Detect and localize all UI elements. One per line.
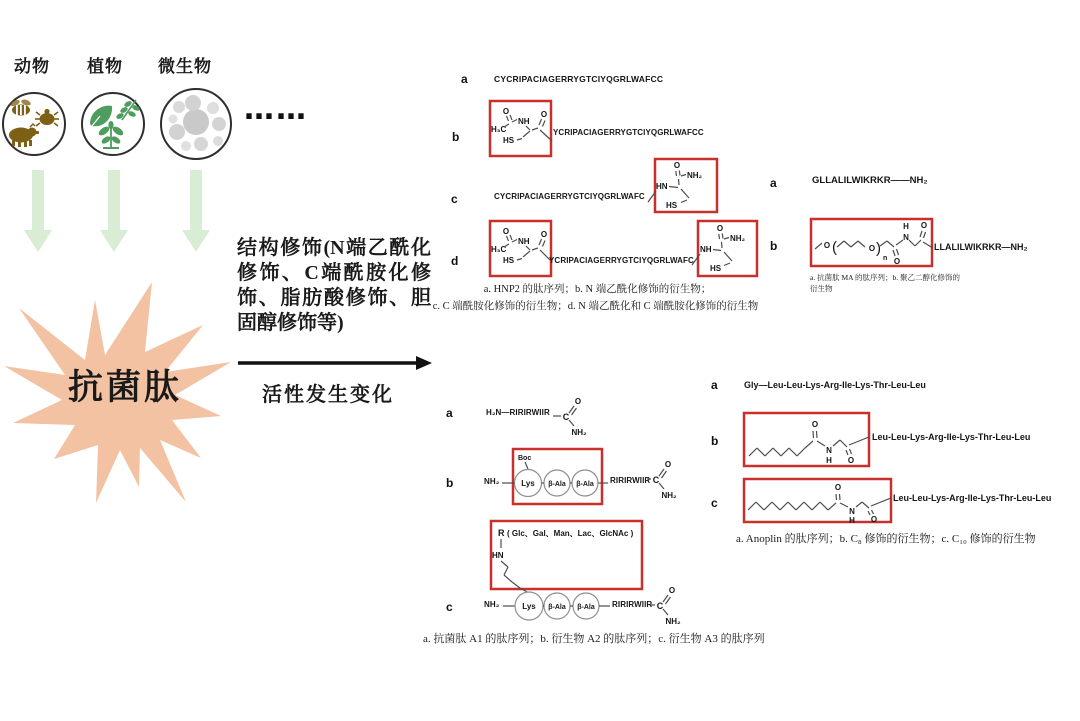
anoplin-caption: a. Anoplin 的肽序列；b. C₈ 修饰的衍生物；c. C₁₀ 修饰的衍生物 xyxy=(736,533,1036,545)
svg-text:( Glc、Gal、Man、Lac、GlcNAc ): ( Glc、Gal、Man、Lac、GlcNAc ) xyxy=(507,529,634,538)
c-amide-terminus-c xyxy=(647,580,683,626)
svg-text:HN: HN xyxy=(656,182,668,191)
lys-bala-chain-c xyxy=(500,590,615,624)
svg-text:Lys: Lys xyxy=(522,602,536,611)
svg-text:O: O xyxy=(893,257,901,266)
svg-text:β-Ala: β-Ala xyxy=(548,481,566,488)
a1-seq-b: RIRIRWIIR xyxy=(610,476,651,485)
svg-text:R: R xyxy=(498,528,505,538)
ma-row-a-label: a xyxy=(770,176,777,190)
microbe-circle xyxy=(160,88,232,160)
hnp2-row-d-label: d xyxy=(451,254,459,268)
svg-text:O: O xyxy=(868,244,876,253)
hnp2-seq-b: YCRIPACIAGERRYGTCIYQGRLWAFCC xyxy=(553,128,704,137)
svg-text:O: O xyxy=(823,241,831,250)
n-acetyl-structure-b xyxy=(489,100,552,157)
beetle-icon xyxy=(35,109,59,126)
svg-text:NH₂: NH₂ xyxy=(687,171,703,180)
anoplin-seq-b: Leu-Leu-Lys-Arg-Ile-Lys-Thr-Leu-Leu xyxy=(872,432,1031,442)
hnp2-row-a-label: a xyxy=(461,72,468,86)
activity-text: 活性发生变化 xyxy=(262,384,394,406)
right-arrow-icon xyxy=(238,354,432,372)
svg-text:NH₂: NH₂ xyxy=(665,617,681,626)
svg-text:Lys: Lys xyxy=(521,479,535,488)
ma-seq-a: GLLALILWIKRKR——NH₂ xyxy=(812,175,928,186)
source-label-plant: 植物 xyxy=(87,57,123,76)
hnp2-seq-a: CYCRIPACIAGERRYGTCIYQGRLWAFCC xyxy=(494,74,664,84)
hnp2-seq-c: CYCRIPACIAGERRYGTCIYQGRLWAFC xyxy=(494,192,645,201)
svg-text:O: O xyxy=(811,420,819,429)
svg-text:N: N xyxy=(849,507,855,516)
svg-text:HS: HS xyxy=(710,264,722,273)
animal-icons xyxy=(6,99,62,149)
svg-text:O: O xyxy=(574,397,582,406)
c-amide-structure-c xyxy=(654,158,718,213)
svg-text:NH: NH xyxy=(700,245,712,254)
svg-text:H₃C: H₃C xyxy=(491,125,507,134)
c-amide-terminus-a xyxy=(553,391,589,437)
svg-text:C: C xyxy=(562,412,570,422)
ellipsis-dots: …… xyxy=(244,92,308,127)
svg-text:N: N xyxy=(826,446,832,455)
hnp2-caption-line2: c. C 端酰胺化修饰的衍生物；d. N 端乙酰化和 C 端酰胺化修饰的衍生物 xyxy=(432,301,759,312)
svg-text:HS: HS xyxy=(666,201,678,210)
source-label-microbe: 微生物 xyxy=(158,57,212,76)
sprout-icon xyxy=(97,121,125,148)
c-amide-structure-d xyxy=(697,220,758,277)
c10-fatty-acid-structure xyxy=(743,478,892,523)
branch-icon xyxy=(115,100,140,120)
hnp2-seq-d: YCRIPACIAGERRYGTCIYQGRLWAFC xyxy=(549,256,694,265)
bee-icon xyxy=(9,98,31,115)
svg-text:H: H xyxy=(849,516,855,525)
hnp2-row-b-label: b xyxy=(452,130,460,144)
svg-text:O: O xyxy=(664,460,672,469)
anoplin-row-b-label: b xyxy=(711,434,719,448)
svg-text:NH₂: NH₂ xyxy=(571,428,587,437)
svg-text:HN: HN xyxy=(492,551,504,560)
anoplin-seq-c: Leu-Leu-Lys-Arg-Ile-Lys-Thr-Leu-Leu xyxy=(893,493,1052,503)
down-arrow-icon xyxy=(182,170,210,252)
svg-text:NH: NH xyxy=(518,117,530,126)
svg-text:N: N xyxy=(903,233,909,242)
svg-text:H: H xyxy=(826,456,832,465)
svg-text:O: O xyxy=(870,515,878,524)
hnp2-caption-line1: a. HNP2 的肽序列；b. N 端乙酰化修饰的衍生物； xyxy=(483,284,712,295)
a1-seq-c: RIRIRWIIR xyxy=(612,600,653,609)
svg-text:O: O xyxy=(668,586,676,595)
a1-row-a-label: a xyxy=(446,406,453,420)
a1-c-nh2: NH₂ xyxy=(484,600,500,609)
svg-text:C: C xyxy=(652,475,660,485)
modification-text: 结构修饰(N端乙酰化修饰、C端酰胺化修饰、脂肪酸修饰、胆固醇修饰等) xyxy=(237,237,431,334)
a1-row-b-label: b xyxy=(446,476,454,490)
svg-text:H₃C: H₃C xyxy=(491,245,507,254)
microbe-icons xyxy=(164,92,228,156)
pig-icon xyxy=(9,124,39,147)
svg-text:O: O xyxy=(540,230,548,239)
ma-row-b-label: b xyxy=(770,239,778,253)
plant-circle xyxy=(81,92,145,156)
c-amide-terminus-b xyxy=(643,454,679,500)
a1-b-nh2: NH₂ xyxy=(484,477,500,486)
svg-text:O: O xyxy=(847,456,855,465)
c8-fatty-acid-structure xyxy=(743,412,870,467)
svg-text:β-Ala: β-Ala xyxy=(576,481,594,488)
a1-seq-a: H₂N—RIRIRWIIR xyxy=(486,408,550,417)
hnp2-row-c-label: c xyxy=(451,192,458,206)
down-arrow-icon xyxy=(100,170,128,252)
boc-lys-bala-structure xyxy=(512,448,603,505)
ma-seq-b: LLALILWIKRKR—NH₂ xyxy=(934,242,1028,252)
svg-text:O: O xyxy=(920,221,928,230)
svg-text:Boc: Boc xyxy=(518,455,532,462)
peg-structure xyxy=(810,218,933,267)
svg-text:O: O xyxy=(834,483,842,492)
svg-text:): ) xyxy=(876,240,881,257)
a1-caption: a. 抗菌肽 A1 的肽序列；b. 衍生物 A2 的肽序列；c. 衍生物 A3 的肽序列 xyxy=(423,633,765,645)
a1-row-c-label: c xyxy=(446,600,453,614)
svg-text:β-Ala: β-Ala xyxy=(577,604,595,611)
plant-icons xyxy=(86,98,140,150)
svg-text:HS: HS xyxy=(503,256,515,265)
burst-title: 抗菌肽 xyxy=(67,368,182,407)
svg-text:NH: NH xyxy=(518,237,530,246)
anoplin-seq-a: Gly—Leu-Leu-Lys-Arg-Ile-Lys-Thr-Leu-Leu xyxy=(744,380,926,390)
microbe-blobs-icon xyxy=(169,95,227,151)
source-label-animal: 动物 xyxy=(14,57,50,76)
svg-text:C: C xyxy=(656,601,664,611)
n-acetyl-structure-d xyxy=(489,220,552,277)
svg-text:HS: HS xyxy=(503,136,515,145)
svg-text:O: O xyxy=(716,224,724,233)
animal-circle xyxy=(2,92,66,156)
svg-text:NH₂: NH₂ xyxy=(730,234,746,243)
svg-text:n: n xyxy=(883,255,888,262)
svg-text:H: H xyxy=(903,222,909,231)
down-arrow-icon xyxy=(24,170,52,252)
svg-text:O: O xyxy=(673,161,681,170)
ma-caption: a. 抗菌肽 MA 的肽序列；b. 聚乙二醇化修饰的衍生物 xyxy=(810,273,960,293)
anoplin-row-c-label: c xyxy=(711,496,718,510)
svg-text:NH₂: NH₂ xyxy=(661,491,677,500)
svg-text:O: O xyxy=(502,107,510,116)
glyco-structure xyxy=(490,520,643,590)
svg-text:β-Ala: β-Ala xyxy=(548,604,566,611)
svg-text:O: O xyxy=(502,227,510,236)
anoplin-row-a-label: a xyxy=(711,378,718,392)
svg-text:(: ( xyxy=(832,239,837,256)
svg-text:O: O xyxy=(540,110,548,119)
